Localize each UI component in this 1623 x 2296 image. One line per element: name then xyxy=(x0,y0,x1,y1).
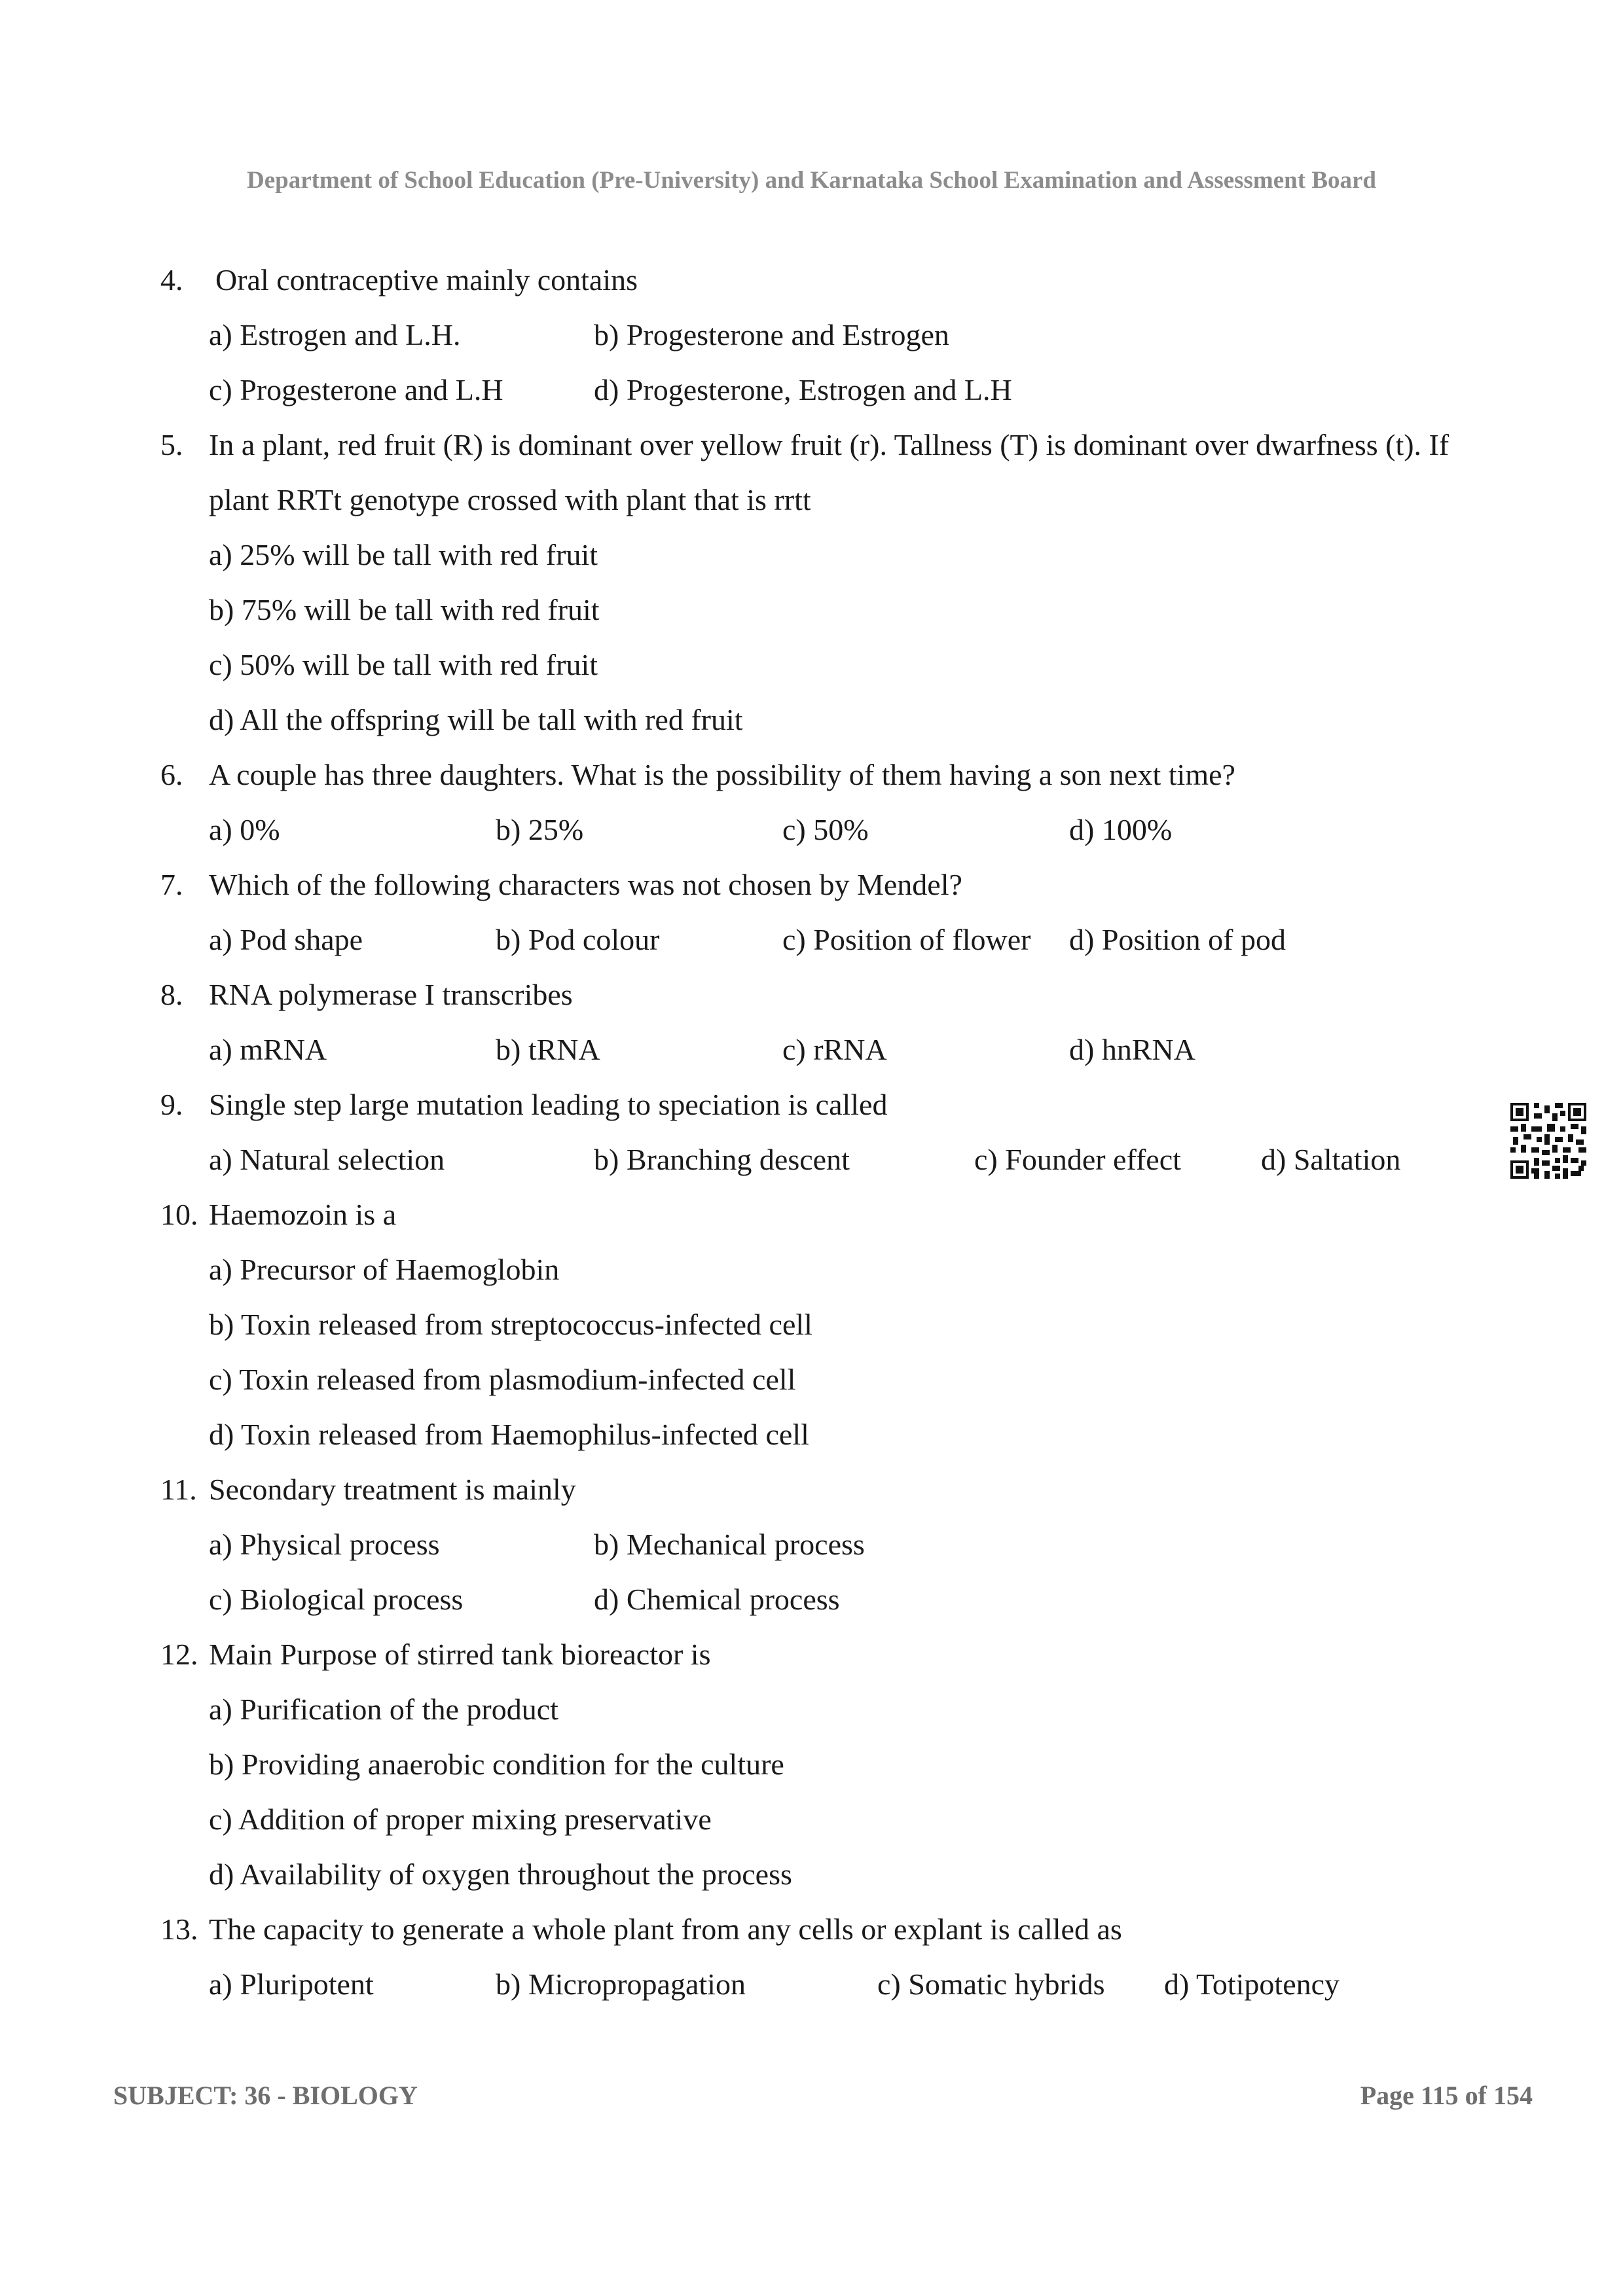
qr-code-icon xyxy=(1510,1103,1586,1179)
question-number: 9. xyxy=(160,1088,183,1121)
option-a: a) Pluripotent xyxy=(209,1967,374,2001)
question-number: 11. xyxy=(160,1473,197,1506)
question-8 xyxy=(160,978,573,1011)
option-d: d) 100% xyxy=(1069,813,1173,846)
question-13 xyxy=(160,1912,1122,1946)
option-a: a) Purification of the product xyxy=(209,1693,558,1726)
question-number: 6. xyxy=(160,758,183,791)
option-b: b) Branching descent xyxy=(594,1143,850,1176)
question-text: Oral contraceptive mainly contains xyxy=(215,263,638,296)
question-number: 10. xyxy=(160,1198,198,1231)
option-b: b) 75% will be tall with red fruit xyxy=(209,593,600,626)
question-text: RNA polymerase I transcribes xyxy=(209,978,573,1011)
option-d: d) Chemical process xyxy=(594,1583,840,1616)
option-c: c) Toxin released from plasmodium-infected cell xyxy=(209,1363,796,1396)
question-6 xyxy=(160,758,1235,791)
option-a: a) Estrogen and L.H. xyxy=(209,318,461,351)
option-d: d) All the offspring will be tall with red fruit xyxy=(209,703,743,736)
question-text: Main Purpose of stirred tank bioreactor is xyxy=(209,1638,711,1671)
option-b: b) Progesterone and Estrogen xyxy=(594,318,949,351)
question-number: 12. xyxy=(160,1638,198,1671)
question-text: A couple has three daughters. What is the possibility of them having a son next time? xyxy=(209,758,1235,791)
question-9 xyxy=(160,1088,888,1121)
question-10 xyxy=(160,1198,397,1231)
question-12 xyxy=(160,1638,711,1671)
question-number: 8. xyxy=(160,978,183,1011)
option-d: d) hnRNA xyxy=(1069,1033,1195,1066)
option-d: d) Progesterone, Estrogen and L.H xyxy=(594,373,1012,406)
option-c: c) Biological process xyxy=(209,1583,464,1616)
option-a: a) Pod shape xyxy=(209,923,363,956)
option-d: d) Totipotency xyxy=(1164,1967,1340,2001)
option-c: c) 50% will be tall with red fruit xyxy=(209,648,598,681)
option-b: b) Micropropagation xyxy=(496,1967,746,2001)
footer-page-number: Page 115 of 154 xyxy=(1360,2081,1533,2110)
option-b: b) tRNA xyxy=(496,1033,600,1066)
option-a: a) 25% will be tall with red fruit xyxy=(209,538,598,571)
option-d: d) Position of pod xyxy=(1069,923,1286,956)
option-c: c) Somatic hybrids xyxy=(877,1967,1105,2001)
question-7 xyxy=(160,868,962,901)
option-b: b) 25% xyxy=(496,813,584,846)
page-header: Department of School Education (Pre-University) and Karnataka School Examination and Assessment Board xyxy=(246,167,1377,194)
question-text: Haemozoin is a xyxy=(209,1198,397,1231)
option-a: a) Precursor of Haemoglobin xyxy=(209,1253,560,1286)
option-a: a) mRNA xyxy=(209,1033,327,1066)
option-c: c) Addition of proper mixing preservative xyxy=(209,1803,712,1836)
option-c: c) 50% xyxy=(782,813,869,846)
question-text: The capacity to generate a whole plant from any cells or explant is called as xyxy=(209,1912,1122,1946)
option-c: c) Position of flower xyxy=(782,923,1031,956)
question-number: 7. xyxy=(160,868,183,901)
option-d: d) Saltation xyxy=(1261,1143,1401,1176)
option-a: a) Physical process xyxy=(209,1528,440,1561)
option-c: c) rRNA xyxy=(782,1033,887,1066)
option-b: b) Mechanical process xyxy=(594,1528,865,1561)
question-text: Which of the following characters was not chosen by Mendel? xyxy=(209,868,962,901)
question-number: 4. xyxy=(160,263,183,296)
option-a: a) 0% xyxy=(209,813,280,846)
question-text: Secondary treatment is mainly xyxy=(209,1473,576,1506)
question-number: 13. xyxy=(160,1912,198,1946)
question-5 xyxy=(160,428,1450,461)
question-number: 5. xyxy=(160,428,183,461)
option-d: d) Toxin released from Haemophilus-infected cell xyxy=(209,1418,809,1451)
option-a: a) Natural selection xyxy=(209,1143,445,1176)
question-text: Single step large mutation leading to speciation is called xyxy=(209,1088,888,1121)
option-c: c) Progesterone and L.H xyxy=(209,373,503,406)
option-b: b) Pod colour xyxy=(496,923,660,956)
footer-subject: SUBJECT: 36 - BIOLOGY xyxy=(113,2081,418,2110)
option-b: b) Toxin released from streptococcus-infected cell xyxy=(209,1308,812,1341)
question-4 xyxy=(160,263,638,296)
question-text-continued: plant RRTt genotype crossed with plant that is rrtt xyxy=(209,483,811,516)
question-11 xyxy=(160,1473,576,1506)
option-b: b) Providing anaerobic condition for the culture xyxy=(209,1748,784,1781)
question-text: In a plant, red fruit (R) is dominant over yellow fruit (r). Tallness (T) is dominant over dwarfness (t). If xyxy=(209,428,1450,461)
option-d: d) Availability of oxygen throughout the process xyxy=(209,1857,792,1891)
option-c: c) Founder effect xyxy=(974,1143,1181,1176)
